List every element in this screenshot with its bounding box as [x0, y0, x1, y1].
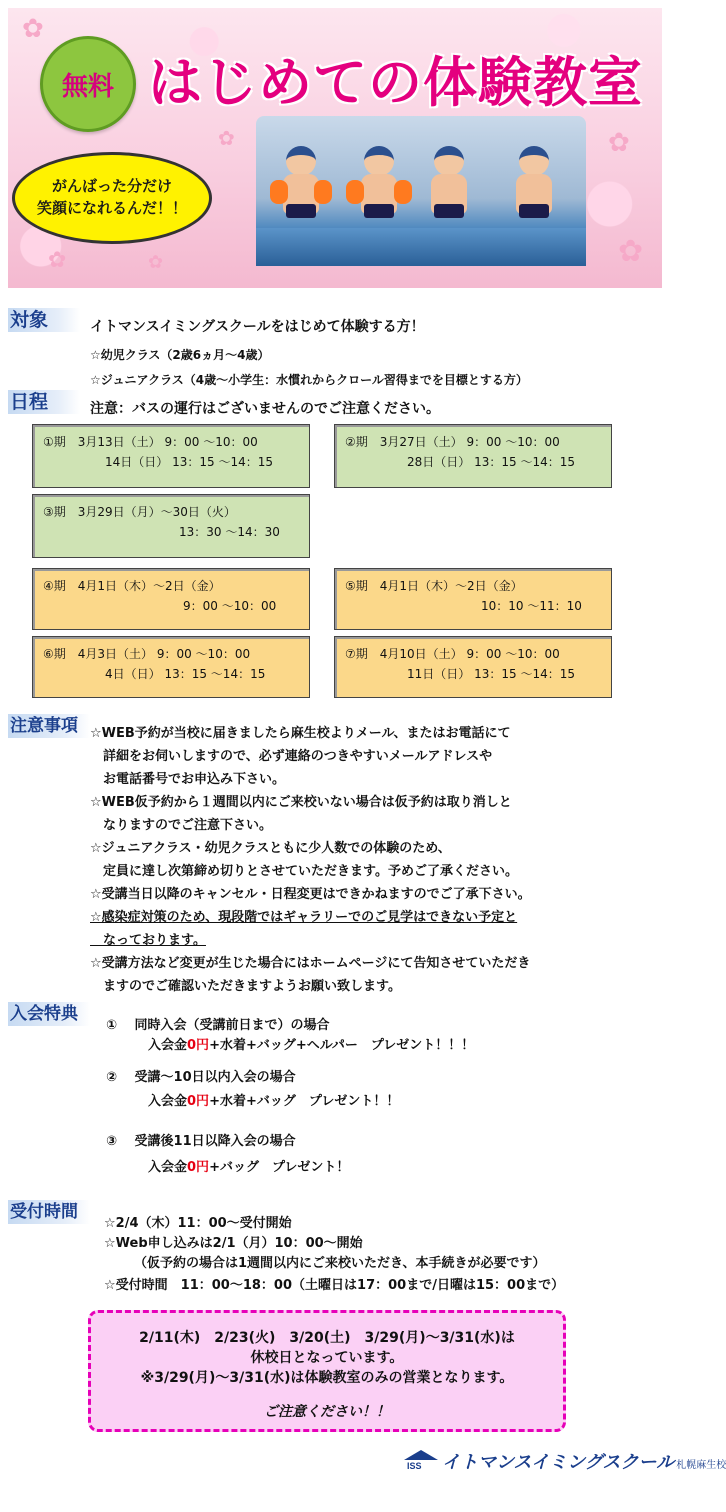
note-line: 詳細をお伺いしますので、必ず連絡のつきやすいメールアドレスや	[90, 749, 493, 764]
school-logo	[404, 1448, 726, 1474]
holiday-notice-box	[88, 1310, 566, 1432]
schedule-period-1: ①期 3月13日（土） 9：00 ～10：00 14日（日） 13：15 ～14：15	[32, 424, 310, 488]
note-line: ☆WEB予約が当校に届きましたら麻生校よりメール、またはお電話にて	[90, 726, 511, 741]
schedule-period-5: ⑤期 4月1日（木）～2日（金） 10：10 ～11：10	[334, 568, 612, 630]
class-junior: ☆ジュニアクラス（4歳～小学生：水慣れからクロール習得までを目標とする方）	[90, 373, 528, 387]
note-line: ☆WEB仮予約から１週間以内にご来校いない場合は仮予約は取り消しと	[90, 795, 512, 810]
class-infant: ☆幼児クラス（2歳6ヵ月～4歳）	[90, 348, 270, 362]
benefit-3-title: ③ 受講後11日以降入会の場合	[106, 1134, 296, 1149]
holiday-line: ※3/29(月)～3/31(水)は体験教室のみの営業となります。	[140, 1370, 514, 1386]
schedule-period-2: ②期 3月27日（土） 9：00 ～10：00 28日（日） 13：15 ～14：15	[334, 424, 612, 488]
sakura-icon: ✿	[22, 14, 44, 44]
benefit-1-title: ① 同時入会（受講前日まで）の場合	[106, 1018, 330, 1033]
schedule-period-6: ⑥期 4月3日（土） 9：00 ～10：00 4日（日） 13：15 ～14：15	[32, 636, 310, 698]
note-line: ますのでご確認いただきますようお願い致します。	[90, 979, 401, 994]
reception-line: ☆2/4（木）11：00～受付開始	[104, 1216, 292, 1231]
holiday-line: 休校日となっています。	[250, 1350, 404, 1366]
note-line: なっております。	[90, 933, 206, 948]
note-line: なりますのでご注意下さい。	[90, 818, 273, 833]
kid-figure	[278, 146, 324, 232]
section-label-notes: 注意事項	[8, 714, 90, 738]
hero-banner	[8, 8, 662, 288]
schedule-period-7: ⑦期 4月10日（土） 9：00 ～10：00 11日（日） 13：15 ～14：15	[334, 636, 612, 698]
target-main: イトマンスイミングスクールをはじめて体験する方！	[90, 319, 425, 335]
sakura-icon: ✿	[218, 126, 235, 150]
section-label-target: 対象	[8, 308, 80, 332]
section-label-reception: 受付時間	[8, 1200, 90, 1224]
school-name: イトマンスイミングスクール	[442, 1452, 675, 1473]
schedule-note: 注意：バスの運行はございませんのでご注意ください。	[90, 401, 440, 417]
sakura-icon: ✿	[618, 234, 644, 269]
sakura-icon: ✿	[148, 252, 164, 273]
reception-line: （仮予約の場合は1週間以内にご来校いただき、本手続きが必要です）	[134, 1256, 546, 1271]
note-line: ☆受講当日以降のキャンセル・日程変更はできかねますのでご了承下さい。	[90, 887, 531, 902]
logo-mark-icon: ISS	[404, 1450, 438, 1472]
note-line: お電話番号でお申込み下さい。	[90, 772, 286, 787]
sakura-icon: ✿	[48, 248, 67, 273]
reception-line: ☆Web申し込みは2/1（月）10：00～開始	[104, 1236, 363, 1251]
school-branch: 札幌麻生校	[676, 1460, 726, 1471]
kid-figure	[426, 146, 472, 232]
note-line: 定員に達し次第締め切りとさせていただきます。予めご了承ください。	[90, 864, 518, 879]
kid-figure	[511, 146, 557, 232]
schedule-period-3: ③期 3月29日（月）～30日（火） 13：30 ～14：30	[32, 494, 310, 558]
note-line: ☆ジュニアクラス・幼児クラスともに少人数での体験のため、	[90, 841, 451, 856]
notes-list	[90, 722, 531, 998]
pool-edge	[256, 228, 586, 266]
sakura-icon: ✿	[608, 128, 630, 158]
kid-figure	[356, 146, 402, 232]
note-line: ☆受講方法など変更が生じた場合にはホームページにて告知させていただき	[90, 956, 531, 971]
kids-photo	[256, 116, 586, 266]
speech-bubble: がんばった分だけ 笑顔になれるんだ！！	[12, 152, 212, 244]
holiday-caution: ご注意ください！！	[264, 1404, 390, 1420]
note-line: ☆感染症対策のため、現段階ではギャラリーでのご見学はできない予定と	[90, 910, 518, 925]
benefit-1-detail: 入会金0円+水着+バッグ+ヘルパー プレゼント！！！	[148, 1038, 475, 1053]
benefit-2-detail: 入会金0円+水着+バッグ プレゼント！！	[148, 1094, 400, 1109]
free-badge: 無料	[40, 36, 136, 132]
section-label-schedule: 日程	[8, 390, 80, 414]
benefit-3-detail: 入会金0円+バッグ プレゼント！	[148, 1160, 350, 1175]
schedule-period-4: ④期 4月1日（木）～2日（金） 9：00 ～10：00	[32, 568, 310, 630]
page-title: はじめての体験教室	[148, 51, 643, 114]
reception-line: ☆受付時間 11：00～18：00（土曜日は17：00まで/日曜は15：00まで）	[104, 1278, 565, 1293]
section-label-benefits: 入会特典	[8, 1002, 90, 1026]
benefit-2-title: ② 受講～10日以内入会の場合	[106, 1070, 296, 1085]
holiday-line: 2/11(木) 2/23(火) 3/20(土) 3/29(月)～3/31(水)は	[139, 1330, 515, 1346]
